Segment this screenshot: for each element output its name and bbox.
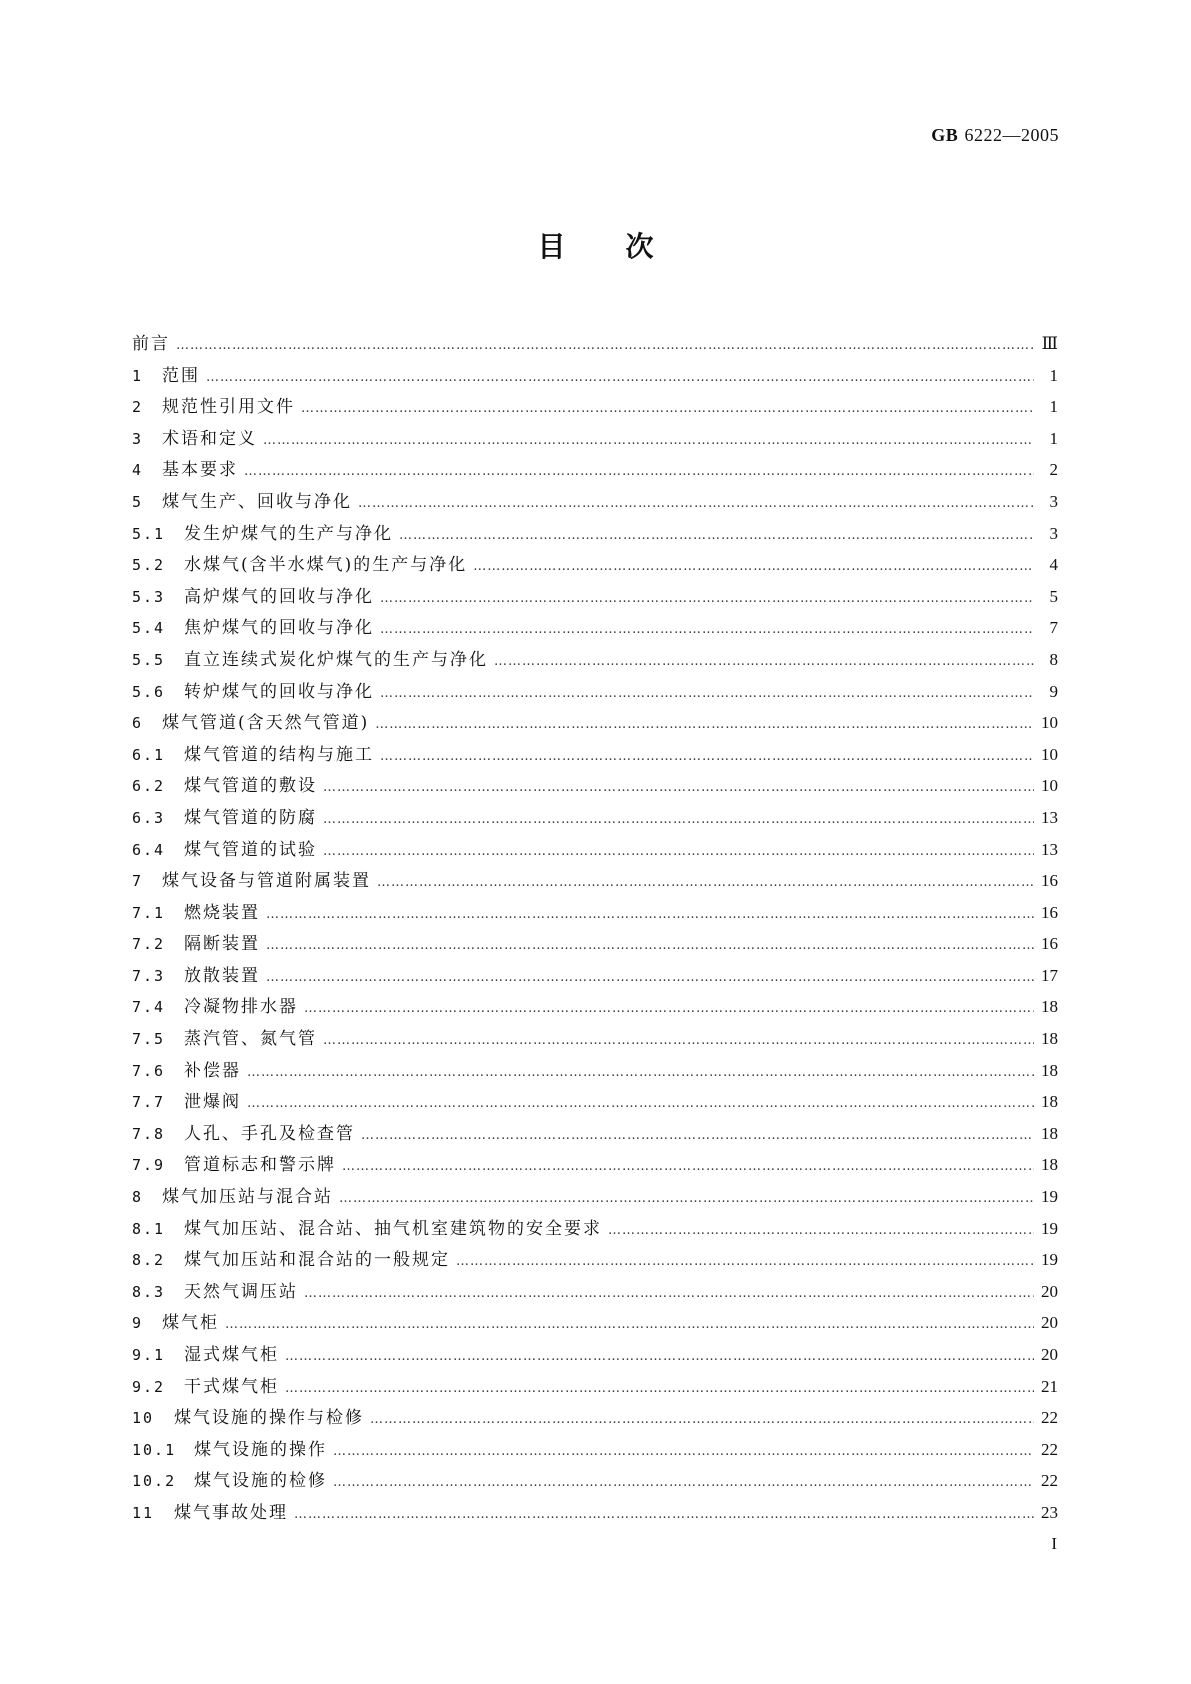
standard-number: 6222—2005: [964, 125, 1059, 145]
toc-entry-title: 煤气加压站与混合站: [162, 1187, 333, 1208]
toc-entry-number: 5.2: [132, 556, 166, 575]
toc-entry-number: 6.2: [132, 777, 166, 796]
toc-entry-number: 7.8: [132, 1124, 166, 1143]
dot-leader: [339, 1183, 1034, 1215]
toc-entry-page: 5: [1049, 586, 1058, 606]
dot-leader: [323, 1025, 1034, 1057]
toc-entry-page: 9: [1049, 681, 1058, 701]
toc-entry-page: 22: [1041, 1439, 1058, 1459]
toc-entry[interactable]: [132, 486, 1058, 518]
dot-leader: [361, 1120, 1034, 1152]
toc-entry-title: 基本要求: [162, 460, 238, 481]
dot-leader: [247, 1057, 1034, 1089]
toc-entry-number: 7.9: [132, 1156, 166, 1175]
toc-entry[interactable]: [132, 360, 1058, 392]
toc-entry-page: 1: [1049, 428, 1058, 448]
dot-leader: [473, 551, 1034, 583]
toc-entry-number: 11: [132, 1503, 155, 1522]
dot-leader: [333, 1436, 1034, 1468]
toc-entry-title: 冷凝物排水器: [184, 997, 298, 1018]
toc-entry-page: 19: [1041, 1187, 1058, 1207]
toc-entry-title: 高炉煤气的回收与净化: [184, 586, 374, 607]
toc-entry-title: 煤气事故处理: [174, 1502, 288, 1523]
toc-entry[interactable]: [132, 1497, 1058, 1529]
toc-entry-page: 19: [1041, 1250, 1058, 1270]
toc-entry-page: 17: [1041, 965, 1058, 985]
dot-leader: [247, 1088, 1034, 1120]
toc-entry[interactable]: [132, 1307, 1058, 1339]
toc-entry[interactable]: [132, 928, 1058, 960]
dot-leader: [266, 930, 1034, 962]
toc-entry-page: 3: [1049, 523, 1058, 543]
dot-leader: [266, 899, 1034, 931]
toc-entry-title: 直立连续式炭化炉煤气的生产与净化: [184, 649, 488, 670]
toc-entry[interactable]: [132, 1434, 1058, 1466]
toc-entry-title: 隔断装置: [184, 934, 260, 955]
toc-entry-page: 1: [1049, 397, 1058, 417]
toc-entry[interactable]: [132, 802, 1058, 834]
toc-entry-page: 20: [1041, 1281, 1058, 1301]
dot-leader: [285, 1373, 1034, 1405]
toc-entry-page: 10: [1041, 713, 1058, 733]
toc-entry[interactable]: [132, 612, 1058, 644]
toc-entry-number: 5.6: [132, 682, 166, 701]
toc-entry-page: 4: [1049, 555, 1058, 575]
dot-leader: [176, 330, 1034, 362]
toc-entry-number: 6.4: [132, 840, 166, 859]
dot-leader: [225, 1309, 1034, 1341]
toc-entry[interactable]: [132, 518, 1058, 550]
toc-entry[interactable]: [132, 1055, 1058, 1087]
toc-entry-title: 人孔、手孔及检查管: [184, 1123, 355, 1144]
toc-entry[interactable]: [132, 770, 1058, 802]
toc-entry-page: 16: [1041, 902, 1058, 922]
toc-entry[interactable]: [132, 1276, 1058, 1308]
toc-entry-title: 天然气调压站: [184, 1281, 298, 1302]
toc-entry-number: 5.3: [132, 587, 166, 606]
toc-entry-title: 术语和定义: [162, 428, 257, 449]
toc-entry-title: 干式煤气柜: [184, 1376, 279, 1397]
toc-entry-number: 6.3: [132, 808, 166, 827]
toc-entry-page: 13: [1041, 839, 1058, 859]
toc-entry[interactable]: [132, 1371, 1058, 1403]
toc-entry-number: 8: [132, 1188, 144, 1207]
toc-entry-title: 泄爆阀: [184, 1092, 241, 1113]
toc-entry[interactable]: [132, 549, 1058, 581]
toc-entry-page: 22: [1041, 1471, 1058, 1491]
toc-entry[interactable]: [132, 897, 1058, 929]
toc-entry-page: 8: [1049, 649, 1058, 669]
toc-entry-page: 18: [1041, 1123, 1058, 1143]
toc-entry-page: 18: [1041, 1092, 1058, 1112]
toc-entry-title: 湿式煤气柜: [184, 1345, 279, 1365]
toc-entry-number: 7.5: [132, 1030, 166, 1049]
toc-entry-title: 煤气生产、回收与净化: [162, 491, 352, 512]
toc-entry[interactable]: [132, 1244, 1058, 1276]
toc-entry[interactable]: [132, 834, 1058, 866]
dot-leader: [375, 709, 1034, 741]
toc-entry-title: 煤气柜: [162, 1313, 219, 1334]
toc-entry-number: 8.2: [132, 1251, 166, 1270]
toc-entry-number: 5: [132, 492, 144, 511]
dot-leader: [285, 1341, 1034, 1373]
dot-leader: [358, 488, 1034, 520]
toc-entry-number: 7.3: [132, 966, 166, 985]
toc-entry-number: 10.1: [132, 1440, 177, 1459]
toc-entry-title: 焦炉煤气的回收与净化: [184, 618, 374, 639]
toc-entry-page: 21: [1041, 1376, 1058, 1396]
dot-leader: [266, 962, 1034, 994]
toc-entry[interactable]: [132, 1149, 1058, 1181]
toc-entry-page: 1: [1049, 365, 1058, 385]
toc-entry-page: 20: [1041, 1313, 1058, 1333]
toc-entry-number: 4: [132, 461, 144, 480]
toc-entry-number: 8.3: [132, 1282, 166, 1301]
toc-entry-title: 水煤气(含半水煤气)的生产与净化: [184, 555, 468, 576]
toc-entry-title: 燃烧装置: [184, 902, 260, 923]
toc-entry[interactable]: [132, 328, 1058, 360]
dot-leader: [304, 993, 1034, 1025]
dot-leader: [294, 1499, 1034, 1531]
toc-entry-title: 放散装置: [184, 965, 260, 986]
dot-leader: [323, 836, 1034, 868]
toc-entry[interactable]: [132, 1118, 1058, 1150]
toc-entry[interactable]: [132, 1402, 1058, 1434]
toc-entry-page: 23: [1041, 1502, 1058, 1522]
toc-entry[interactable]: [132, 991, 1058, 1023]
dot-leader: [206, 362, 1034, 394]
toc-entry-title: 煤气管道(含天然气管道): [162, 713, 370, 734]
toc-entry-page: 18: [1041, 997, 1058, 1017]
toc-entry[interactable]: [132, 739, 1058, 771]
toc-entry-number: 7.6: [132, 1061, 166, 1080]
toc-entry[interactable]: [132, 707, 1058, 739]
toc-entry-title: 转炉煤气的回收与净化: [184, 681, 374, 702]
dot-leader: [380, 678, 1034, 710]
toc-entry[interactable]: [132, 1213, 1058, 1245]
toc-entry-page: 3: [1049, 491, 1058, 511]
toc-entry[interactable]: [132, 1465, 1058, 1497]
toc-entry-page: 16: [1041, 934, 1058, 954]
toc-entry-title: 煤气设备与管道附属装置: [162, 871, 371, 892]
toc-entry-number: 7.1: [132, 903, 166, 922]
dot-leader: [608, 1215, 1034, 1247]
toc-entry-title: 发生炉煤气的生产与净化: [184, 523, 393, 544]
toc-entry-title: 补偿器: [184, 1060, 241, 1081]
dot-leader: [333, 1467, 1034, 1499]
toc-entry-number: 6: [132, 714, 144, 733]
dot-leader: [244, 456, 1034, 488]
toc-entry-number: 3: [132, 429, 144, 448]
toc-entry-page: 18: [1041, 1060, 1058, 1080]
toc-entry-page: 19: [1041, 1218, 1058, 1238]
toc-entry-title: 管道标志和警示牌: [184, 1155, 336, 1176]
toc-entry-page: 7: [1049, 618, 1058, 638]
toc-entry[interactable]: [132, 865, 1058, 897]
dot-leader: [456, 1246, 1034, 1278]
toc-entry[interactable]: [132, 1181, 1058, 1213]
dot-leader: [370, 1404, 1034, 1436]
toc-entry-page: 10: [1041, 776, 1058, 796]
toc-entry-title: 范围: [162, 365, 200, 386]
toc-entry-number: 10.2: [132, 1472, 177, 1491]
toc-entry-number: 9.2: [132, 1377, 166, 1396]
toc-entry-number: 7.4: [132, 998, 166, 1017]
toc-entry-number: 7.2: [132, 935, 166, 954]
toc-entry-title: 规范性引用文件: [162, 397, 295, 418]
toc-entry[interactable]: [132, 391, 1058, 423]
dot-leader: [380, 583, 1034, 615]
toc-entry-number: 5.5: [132, 650, 166, 669]
toc-entry-title: 煤气加压站和混合站的一般规定: [184, 1250, 450, 1271]
toc-entry-number: 10: [132, 1409, 155, 1428]
toc-entry[interactable]: [132, 1339, 1058, 1371]
toc-entry-number: 9: [132, 1314, 144, 1333]
toc-entry-title: 煤气设施的检修: [194, 1471, 327, 1492]
toc-entry[interactable]: [132, 581, 1058, 613]
toc-entry-number: 9.1: [132, 1346, 166, 1364]
toc-entry-page: 22: [1041, 1408, 1058, 1428]
toc-entry[interactable]: [132, 644, 1058, 676]
toc-entry[interactable]: [132, 960, 1058, 992]
standard-code: [931, 125, 1059, 146]
toc-entry-page: 16: [1041, 871, 1058, 891]
toc-entry-number: 6.1: [132, 745, 166, 764]
toc-entry-page: 2: [1049, 460, 1058, 480]
toc-entry-page: 18: [1041, 1155, 1058, 1175]
dot-leader: [301, 393, 1034, 425]
toc-entry[interactable]: [132, 1086, 1058, 1118]
toc-entry-title: 煤气管道的结构与施工: [184, 744, 374, 765]
dot-leader: [399, 520, 1034, 552]
toc-entry-title: 煤气设施的操作: [194, 1439, 327, 1460]
toc-entry-number: 2: [132, 398, 144, 417]
dot-leader: [323, 772, 1034, 804]
dot-leader: [380, 614, 1034, 646]
toc-entry-title: 煤气管道的防腐: [184, 807, 317, 828]
dot-leader: [304, 1278, 1034, 1310]
dot-leader: [323, 804, 1034, 836]
toc-entry-title: 煤气管道的试验: [184, 839, 317, 860]
dot-leader: [263, 425, 1034, 457]
toc-entry-page: Ⅲ: [1041, 334, 1058, 353]
toc-entry[interactable]: [132, 423, 1058, 455]
dot-leader: [377, 867, 1034, 899]
toc-entry-title: 煤气加压站、混合站、抽气机室建筑物的安全要求: [184, 1218, 602, 1239]
toc-entry-number: 5.4: [132, 619, 166, 638]
dot-leader: [380, 741, 1034, 773]
toc-entry-number: 1: [132, 366, 144, 385]
toc-entry-page: 20: [1041, 1345, 1058, 1364]
toc-entry-title: 蒸汽管、氮气管: [184, 1029, 317, 1050]
standard-prefix: GB: [931, 125, 959, 145]
page-title: 目次: [537, 230, 714, 263]
dot-leader: [342, 1151, 1034, 1183]
toc-entry-title: 煤气设施的操作与检修: [174, 1408, 364, 1429]
toc-entry-page: 13: [1041, 807, 1058, 827]
toc-entry[interactable]: [132, 1023, 1058, 1055]
toc-entry-title: 前言: [132, 334, 170, 354]
toc-entry-page: 18: [1041, 1029, 1058, 1049]
toc-entry[interactable]: [132, 676, 1058, 708]
toc-entry[interactable]: [132, 454, 1058, 486]
dot-leader: [494, 646, 1034, 678]
toc-entry-number: 7.7: [132, 1093, 166, 1112]
toc-entry-page: 10: [1041, 744, 1058, 764]
table-of-contents: [132, 328, 1058, 1529]
toc-entry-number: 7: [132, 872, 144, 891]
toc-entry-title: 煤气管道的敷设: [184, 776, 317, 797]
toc-entry-number: 5.1: [132, 524, 166, 543]
toc-entry-number: 8.1: [132, 1219, 166, 1238]
page-number: I: [1051, 1534, 1057, 1553]
